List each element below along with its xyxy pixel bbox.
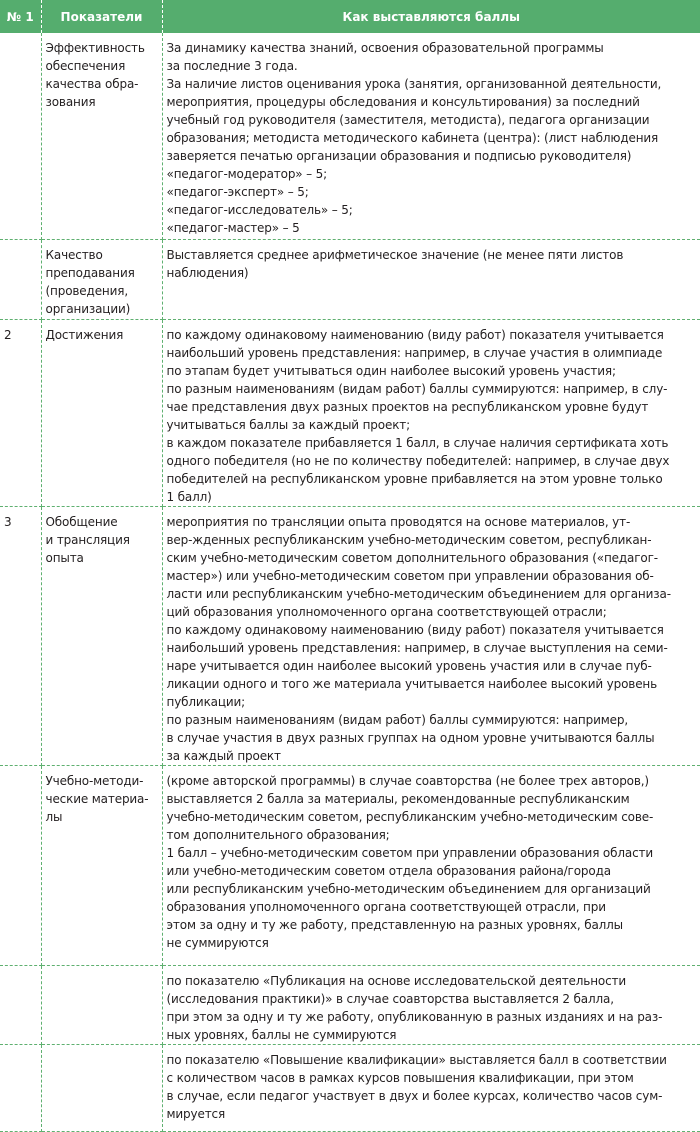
indicator-line: Учебно-методи- [45, 773, 144, 788]
header-number: № 1 [0, 0, 41, 33]
indicator-cell [41, 239, 162, 319]
scoring-line: «педагог-модератор» – 5; [166, 167, 328, 181]
scoring-line: 1 балл) [166, 489, 212, 504]
scoring-line: публикации; [166, 694, 246, 709]
scoring-line: по разным наименованиям (видам работ) баллы суммируются: например, в слу- [166, 381, 668, 396]
indicator-line: качества обра- [45, 77, 139, 91]
scoring-line: чае представления двух разных проектов на республиканском уровне будут [166, 399, 649, 414]
table-row [0, 506, 700, 765]
row-number [0, 765, 41, 965]
scoring-line: «педагог-эксперт» – 5; [166, 185, 309, 199]
scoring-line: по этапам будет учитываться один наиболее высокий уровень участия; [166, 363, 616, 378]
indicator-cell [41, 33, 162, 239]
scoring-line: по каждому одинаковому наименованию (виду работ) показателя учитывается [166, 622, 664, 637]
indicator-cell [41, 965, 162, 1044]
scoring-line: За наличие листов оценивания урока (занятия, организованной деятельности, [166, 77, 662, 91]
scoring-line: «педагог-мастер» – 5 [166, 221, 300, 235]
scoring-line: учебно-методическим советом, республиканским учебно-методическим сове- [166, 809, 654, 824]
indicator-line: Эффективность [45, 41, 145, 55]
scoring-line: по разным наименованиям (видам работ) баллы суммируются: например, [166, 712, 628, 727]
scoring-line: наблюдения) [166, 265, 249, 280]
scoring-cell [162, 1044, 700, 1131]
scoring-line: мируется [166, 1106, 226, 1121]
scoring-line: за каждый проект [166, 748, 281, 763]
scoring-line: Выставляется среднее арифметическое значение (не менее пяти листов [166, 247, 624, 262]
header-indicators: Показатели [41, 0, 162, 33]
indicator-line: Качество [45, 247, 103, 262]
scoring-line: учитываться баллы за каждый проект; [166, 417, 411, 432]
scoring-line: не суммируются [166, 935, 269, 950]
indicator-line: опыта [45, 550, 84, 565]
scoring-line: заверяется печатью организации образования и подписью руководителя) [166, 149, 632, 163]
scoring-cell [162, 506, 700, 765]
scoring-line: этом за одну и ту же работу, представленную на разных уровнях, баллы [166, 917, 624, 932]
indicator-line: лы [45, 809, 63, 824]
scoring-line: вер-жденных республиканским учебно-методическим советом, республикан- [166, 532, 652, 547]
header-row [0, 0, 700, 33]
scoring-line: по показателю «Повышение квалификации» выставляется балл в соответствии [166, 1052, 667, 1067]
scoring-line: ных уровнях, баллы не суммируются [166, 1027, 397, 1042]
scoring-line: по показателю «Публикация на основе исследовательской деятельности [166, 973, 627, 988]
scoring-line: наибольший уровень представления: например, в случае участия в олимпиаде [166, 345, 663, 360]
indicator-cell [41, 506, 162, 765]
scoring-line: «педагог-исследователь» – 5; [166, 203, 353, 217]
scoring-line: в каждом показателе прибавляется 1 балл, в случае наличия сертификата хоть [166, 435, 669, 450]
scoring-line: в случае, если педагог участвует в двух и более курсах, количество часов сум- [166, 1088, 663, 1103]
scoring-cell [162, 965, 700, 1044]
indicator-cell [41, 765, 162, 965]
scoring-line: за последние 3 года. [166, 59, 298, 73]
scoring-line: победителей на республиканском уровне прибавляется на этом уровне только [166, 471, 663, 486]
table-row [0, 319, 700, 506]
scoring-line: ций образования уполномоченного органа соответствующей отрасли; [166, 604, 607, 619]
scoring-line: в случае участия в двух разных группах на одном уровне учитываются баллы [166, 730, 655, 745]
scoring-cell [162, 33, 700, 239]
scoring-line: или учебно-методическим советом отдела образования района/города [166, 863, 611, 878]
indicator-cell [41, 1044, 162, 1131]
scoring-line: образования уполномоченного органа соответствующей отрасли, при [166, 899, 606, 914]
indicator-line: ческие материа- [45, 791, 149, 806]
scoring-line: при этом за одну и ту же работу, опубликованную в разных изданиях и на раз- [166, 1009, 663, 1024]
scoring-line: образования; методиста методического кабинета (центра): (лист наблюдения [166, 131, 659, 145]
scoring-line: ским учебно-методическим советом дополнительного образования («педагог- [166, 550, 658, 565]
indicator-line: обеспечения [45, 59, 126, 73]
scoring-line: или республиканским учебно-методическим объединением для организаций [166, 881, 651, 896]
indicator-line: организации) [45, 301, 131, 316]
indicator-line: Достижения [45, 327, 124, 342]
scoring-line: по каждому одинаковому наименованию (виду работ) показателя учитывается [166, 327, 664, 342]
scoring-line: мероприятия по трансляции опыта проводятся на основе материалов, ут- [166, 514, 631, 529]
row-number: 3 [0, 506, 41, 765]
scoring-line: наре учитывается один наиболее высокий уровень участия или в случае пуб- [166, 658, 652, 673]
table-row [0, 965, 700, 1044]
table-row [0, 765, 700, 965]
scoring-cell [162, 239, 700, 319]
table-body [0, 33, 700, 1131]
table-row [0, 33, 700, 239]
indicator-line: (проведения, [45, 283, 128, 298]
scoring-line: мастер») или учебно-методическим советом при управлении образования об- [166, 568, 654, 583]
scoring-line: том дополнительного образования; [166, 827, 390, 842]
row-number [0, 965, 41, 1044]
row-number [0, 1044, 41, 1131]
scoring-line: одного победителя (но не по количеству победителей: например, в случае двух [166, 453, 670, 468]
table-row [0, 239, 700, 319]
scoring-line: 1 балл – учебно-методическим советом при управлении образования области [166, 845, 654, 860]
scoring-line: (кроме авторской программы) в случае соавторства (не более трех авторов,) [166, 773, 649, 788]
scoring-cell [162, 765, 700, 965]
scoring-line: с количеством часов в рамках курсов повышения квалификации, при этом [166, 1070, 634, 1085]
indicator-cell [41, 319, 162, 506]
row-number: 2 [0, 319, 41, 506]
scoring-line: (исследования практики)» в случае соавторства выставляется 2 балла, [166, 991, 614, 1006]
scoring-line: За динамику качества знаний, освоения образовательной программы [166, 41, 604, 55]
scoring-cell [162, 319, 700, 506]
scoring-line: мероприятия, процедуры обследования и консультирования) за последний [166, 95, 640, 109]
row-number [0, 239, 41, 319]
scoring-line: ликации одного и того же материала учитывается наиболее высокий уровень [166, 676, 658, 691]
indicator-line: Обобщение [45, 514, 118, 529]
row-number [0, 33, 41, 239]
table-row [0, 1044, 700, 1131]
scoring-line: учебный год руководителя (заместителя, методиста), педагога организации [166, 113, 650, 127]
scoring-line: выставляется 2 балла за материалы, рекомендованные республиканским [166, 791, 630, 806]
indicator-line: преподавания [45, 265, 135, 280]
scoring-line: наибольший уровень представления: например, в случае выступления на семи- [166, 640, 668, 655]
indicator-line: и трансляция [45, 532, 130, 547]
indicator-line: зования [45, 95, 96, 109]
scoring-line: ласти или республиканским учебно-методическим объединением для организа- [166, 586, 671, 601]
header-scoring: Как выставляются баллы [162, 0, 700, 33]
